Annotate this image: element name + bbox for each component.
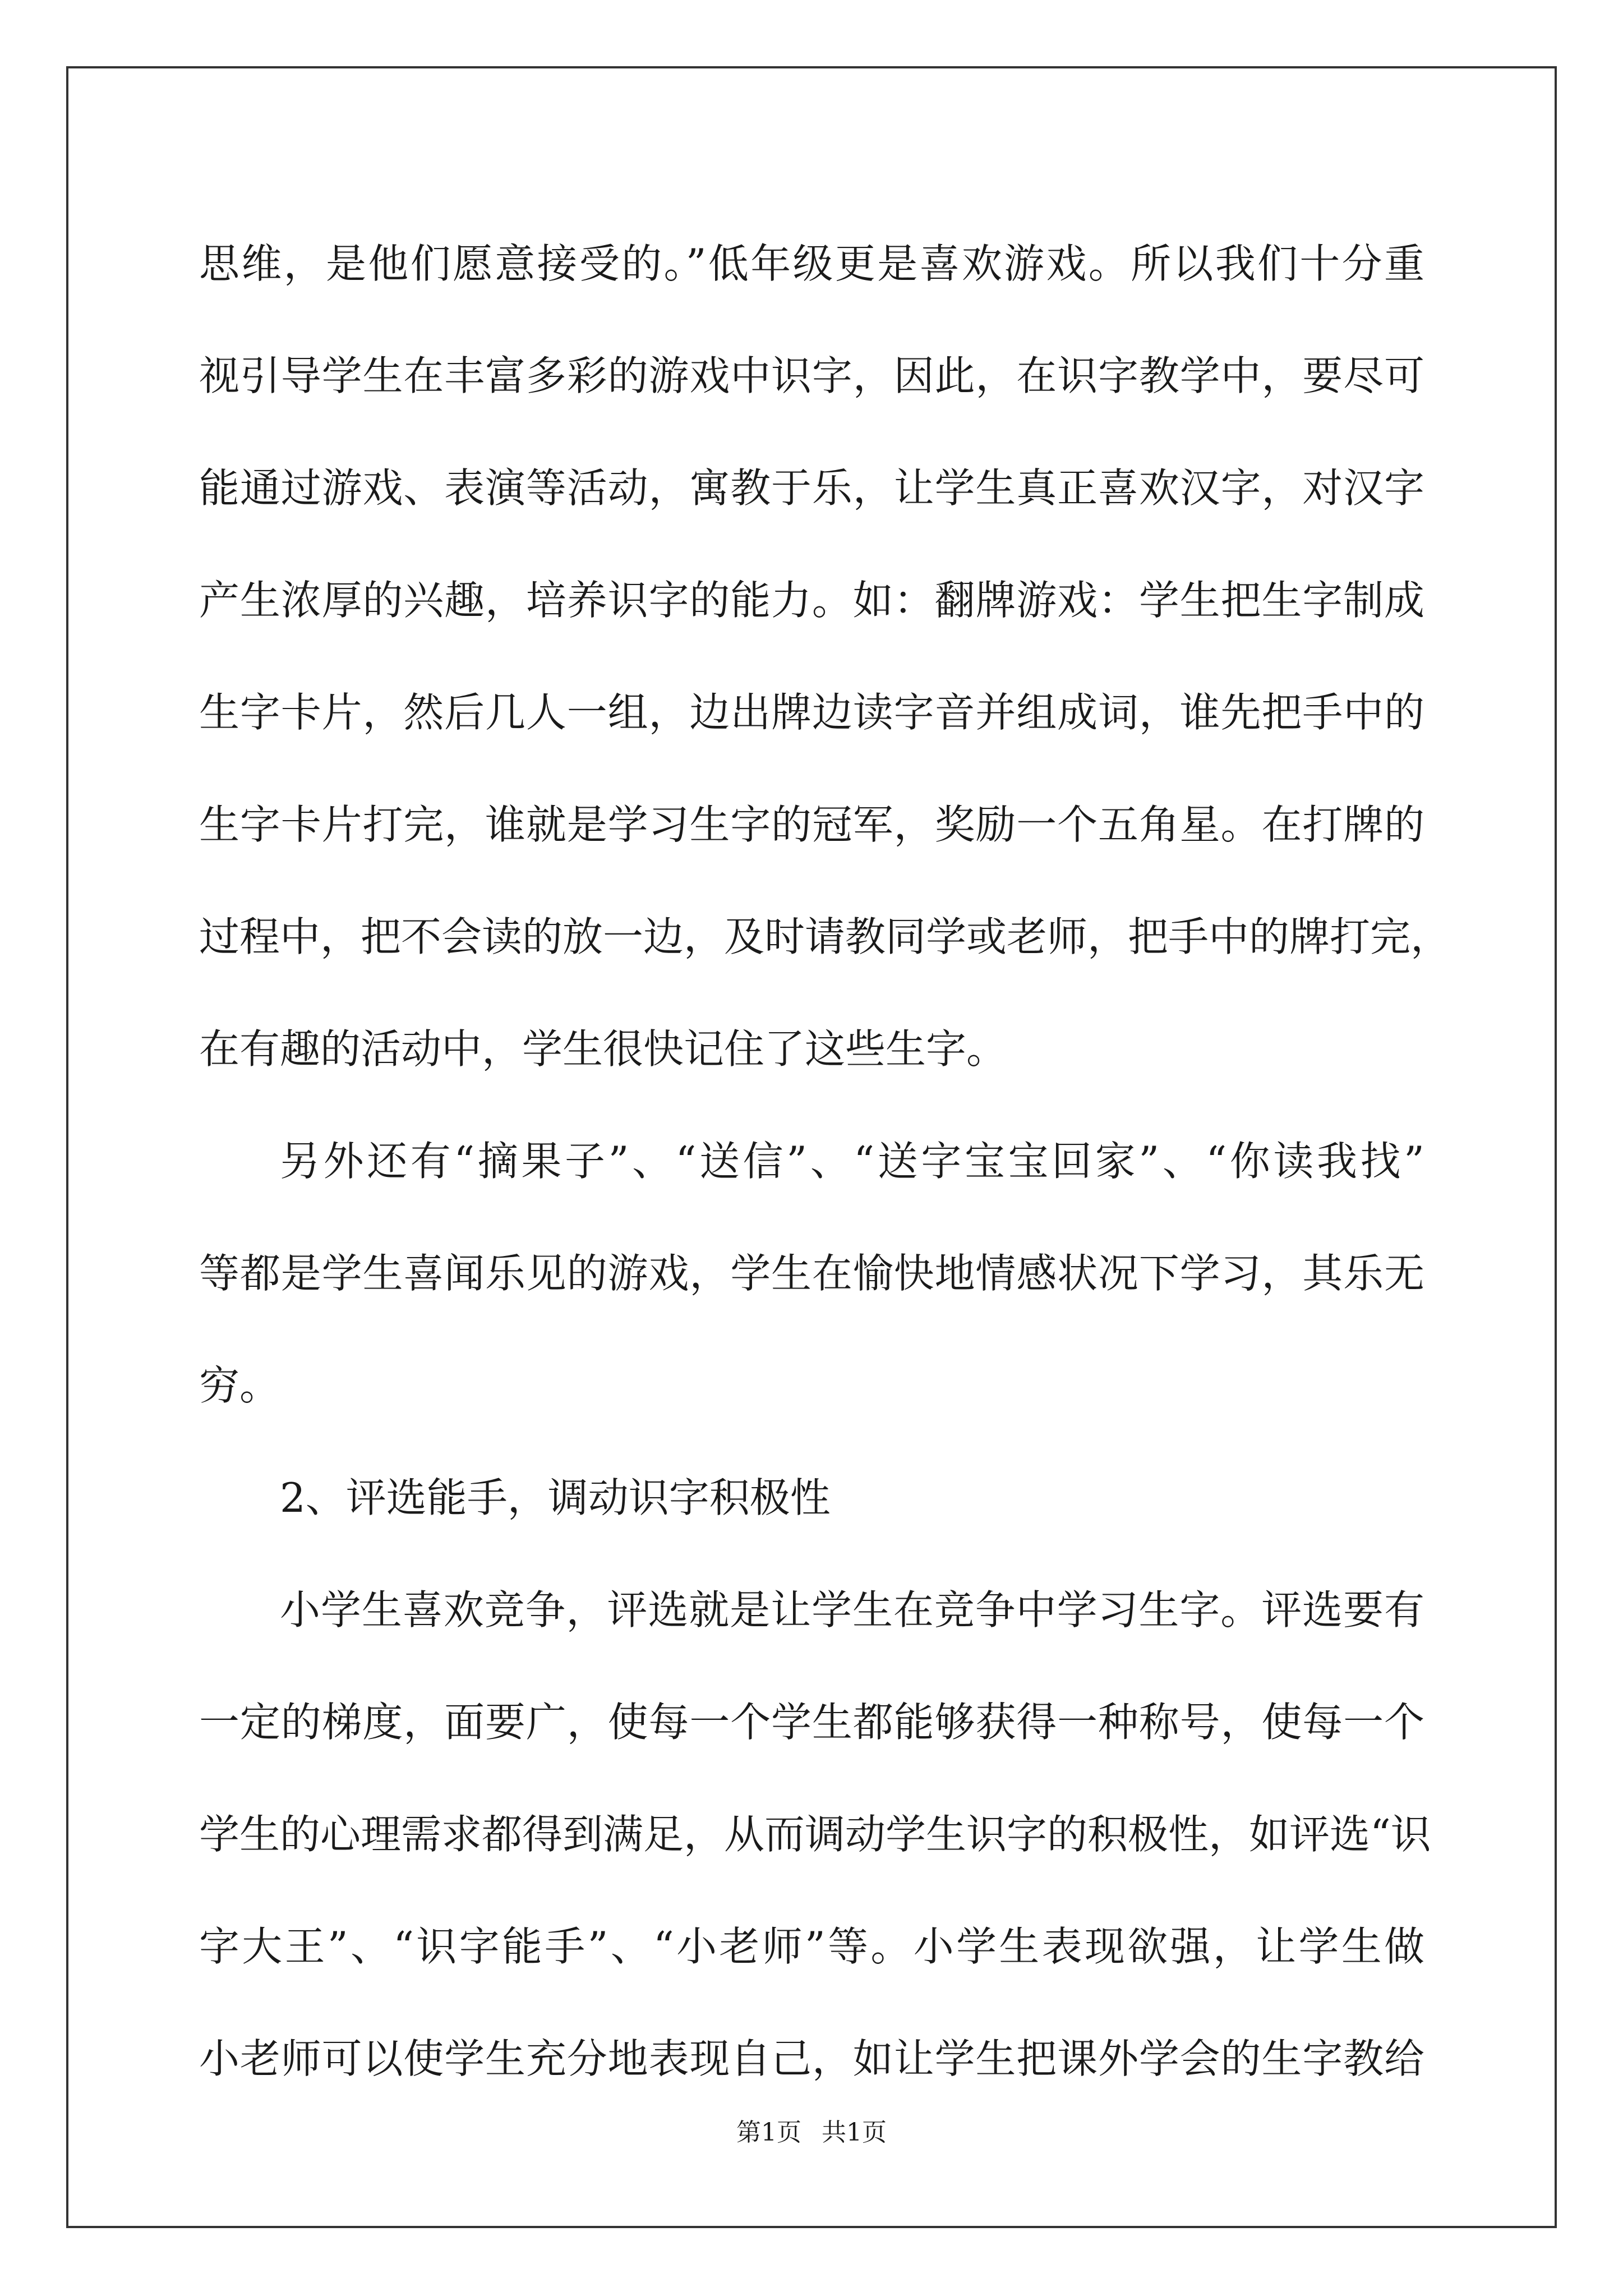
text-line: 思维，是他们愿意接受的。”低年级更是喜欢游戏。所以我们十分重	[199, 240, 1424, 287]
text-line: 能通过游戏、表演等活动，寓教于乐，让学生真正喜欢汉字，对汉字	[199, 464, 1424, 512]
text-line: 生字卡片打完，谁就是学习生字的冠军，奖励一个五角星。在打牌的	[199, 801, 1424, 848]
section-heading: 2、评选能手，调动识字积极性	[280, 1474, 831, 1521]
page-footer	[0, 2112, 1623, 2148]
text-line: 生字卡片，然后几人一组，边出牌边读字音并组成词，谁先把手中的	[199, 689, 1424, 736]
text-line: 产生浓厚的兴趣，培养识字的能力。如：翻牌游戏：学生把生字制成	[199, 577, 1424, 624]
text-line: 另外还有“摘果子”、“送信”、“送字宝宝回家”、“你读我找”	[280, 1138, 1424, 1185]
text-line: 过程中，把不会读的放一边，及时请教同学或老师，把手中的牌打完，	[199, 913, 1451, 960]
text-line: 在有趣的活动中，学生很快记住了这些生字。	[199, 1025, 1007, 1073]
page-total: 共1页	[822, 2118, 887, 2147]
page-number: 第1页	[736, 2118, 801, 2147]
text-line: 小老师可以使学生充分地表现自己，如让学生把课外学会的生字教给	[199, 2035, 1424, 2082]
text-line: 学生的心理需求都得到满足，从而调动学生识字的积极性，如评选“识	[199, 1811, 1431, 1858]
document-body	[199, 208, 1451, 2115]
text-line: 小学生喜欢竞争，评选就是让学生在竞争中学习生字。评选要有	[280, 1586, 1424, 1634]
text-line: 一定的梯度，面要广，使每一个学生都能够获得一种称号，使每一个	[199, 1699, 1424, 1746]
text-line: 穷。	[199, 1362, 280, 1409]
text-line: 字大王”、“识字能手”、“小老师”等。小学生表现欲强，让学生做	[199, 1923, 1424, 1970]
text-line: 视引导学生在丰富多彩的游戏中识字，因此，在识字教学中，要尽可	[199, 352, 1424, 399]
text-line: 等都是学生喜闻乐见的游戏，学生在愉快地情感状况下学习，其乐无	[199, 1250, 1424, 1297]
